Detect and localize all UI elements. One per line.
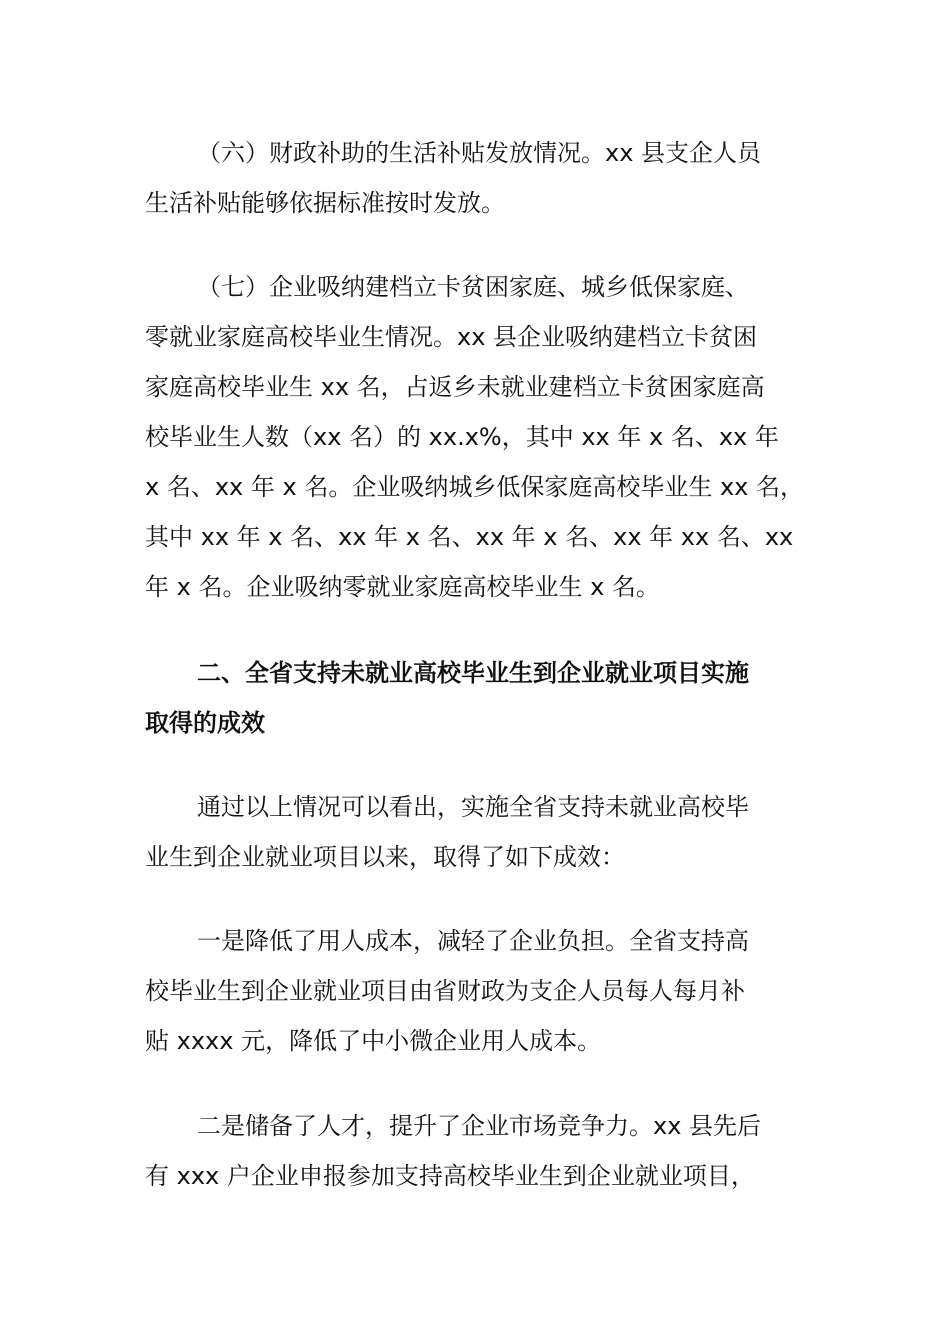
paragraph-cost-reduction [145,916,825,1066]
section-heading [145,648,825,748]
text-line: 有 xxx 户企业申报参加支持高校毕业生到企业就业项目， [145,1162,755,1190]
text-line: 通过以上情况可以看出，实施全省支持未就业高校毕 [197,793,749,821]
text-line: 校毕业生到企业就业项目由省财政为支企人员每人每月补 [145,977,745,1005]
text-line: 业生到企业就业项目以来，取得了如下成效： [145,843,625,871]
text-line: 贴 xxxx 元，降低了中小微企业用人成本。 [145,1027,602,1055]
paragraph-poor-family-graduates [145,262,825,612]
text-line: 生活补贴能够依据标准按时发放。 [145,189,505,217]
text-line: 一是降低了用人成本，减轻了企业负担。全省支持高 [197,927,749,955]
heading-line: 二、全省支持未就业高校毕业生到企业就业项目实施 [197,659,749,687]
paragraph-talent-reserve [145,1101,825,1201]
text-line: 零就业家庭高校毕业生情况。xx 县企业吸纳建档立卡贫困 [145,323,758,351]
text-line: 其中 xx 年 x 名、xx 年 x 名、xx 年 x 名、xx 年 xx 名、xx [145,523,794,551]
text-line: x 名、xx 年 x 名。企业吸纳城乡低保家庭高校毕业生 xx 名， [145,473,804,501]
text-line: 年 x 名。企业吸纳零就业家庭高校毕业生 x 名。 [145,573,660,601]
text-line: （七）企业吸纳建档立卡贫困家庭、城乡低保家庭、 [197,273,749,301]
paragraph-results-intro [145,782,825,882]
text-line: 家庭高校毕业生 xx 名，占返乡未就业建档立卡贫困家庭高 [145,373,765,401]
heading-line: 取得的成效 [145,709,265,737]
text-line: 二是储备了人才，提升了企业市场竞争力。xx 县先后 [197,1112,762,1140]
text-line: 校毕业生人数（xx 名）的 xx.x%，其中 xx 年 x 名、xx 年 [145,423,779,451]
paragraph-living-subsidy [145,128,825,228]
text-line: （六）财政补助的生活补贴发放情况。xx 县支企人员 [197,139,762,167]
